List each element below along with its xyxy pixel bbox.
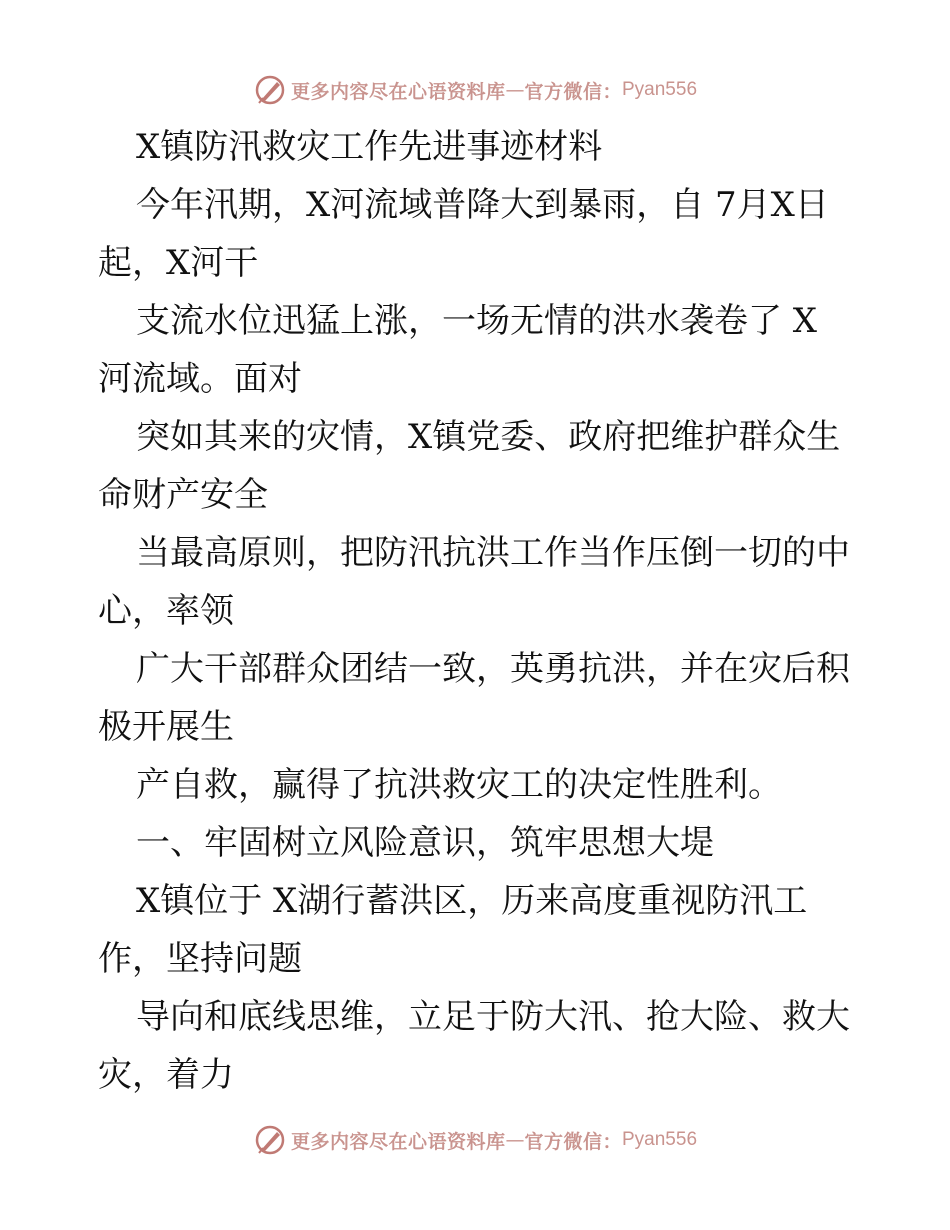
header-watermark xyxy=(0,70,950,110)
watermark-main-text: 更多内容尽在心语资料库 xyxy=(290,80,506,103)
watermark-main-text: 更多内容尽在心语资料库 xyxy=(290,1130,506,1153)
section-heading: 一、牢固树立风险意识，筑牢思想大堤 xyxy=(136,823,714,863)
watermark-label: 官方微信： xyxy=(524,80,622,103)
text-line: 起，X河干 xyxy=(98,243,259,283)
text-line: 支流水位迅猛上涨，一场无情的洪水袭卷了 X xyxy=(136,301,818,341)
document-body xyxy=(98,118,868,1104)
quill-logo-icon xyxy=(253,1123,287,1157)
text-line: 导向和底线思维，立足于防大汛、抢大险、救大 xyxy=(136,997,850,1037)
text-line: 极开展生 xyxy=(98,707,234,747)
text-line: 河流域。面对 xyxy=(98,359,302,399)
text-line: X镇位于 X湖行蓄洪区，历来高度重视防汛工 xyxy=(136,881,808,921)
watermark-handle: Pyan556 xyxy=(622,79,698,100)
text-line: 突如其来的灾情，X镇党委、政府把维护群众生 xyxy=(136,417,841,457)
watermark-separator: — xyxy=(505,1129,525,1151)
text-line: 心，率领 xyxy=(98,591,234,631)
document-title: X镇防汛救灾工作先进事迹材料 xyxy=(136,127,603,167)
text-line: 广大干部群众团结一致，英勇抗洪，并在灾后积 xyxy=(136,649,850,689)
watermark-separator: — xyxy=(505,79,525,101)
text-line: 产自救，赢得了抗洪救灾工的决定性胜利。 xyxy=(136,765,782,805)
footer-watermark xyxy=(0,1120,950,1160)
text-line: 命财产安全 xyxy=(98,475,268,515)
watermark-label: 官方微信： xyxy=(524,1130,622,1153)
text-line: 今年汛期，X河流域普降大到暴雨，自 7月X日 xyxy=(136,185,829,225)
quill-logo-icon xyxy=(253,73,287,107)
watermark-handle: Pyan556 xyxy=(622,1129,698,1150)
text-line: 灾，着力 xyxy=(98,1055,234,1095)
text-line: 作，坚持问题 xyxy=(98,939,302,979)
text-line: 当最高原则，把防汛抗洪工作当作压倒一切的中 xyxy=(136,533,850,573)
